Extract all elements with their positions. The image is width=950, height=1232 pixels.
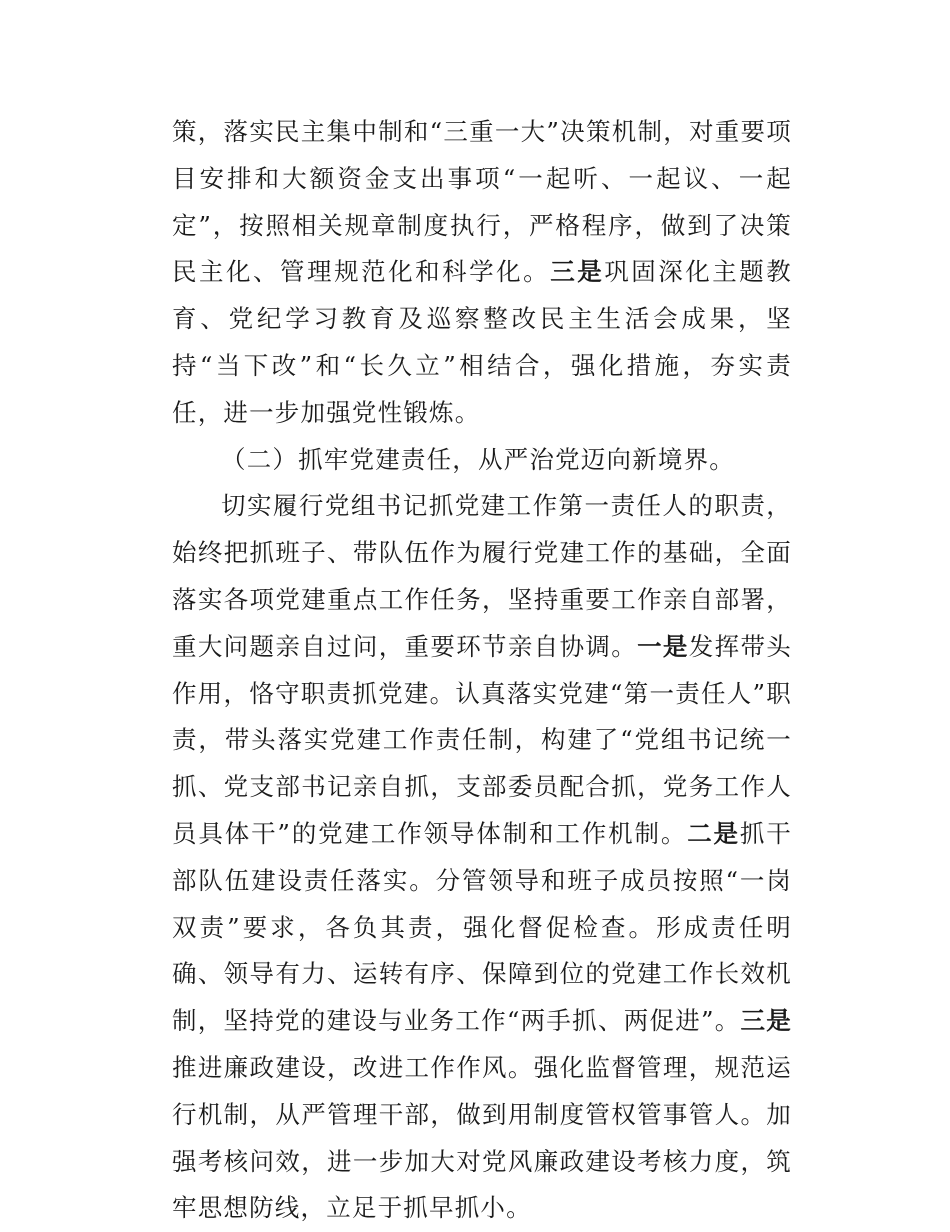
paragraph-text: 发挥带头作用，恪守职责抓党建。认真落实党建“第一责任人”职责，带头落实党建工作责任制，构建了“党组书记统一抓、党支部书记亲自抓，支部委员配合抓，党务工作人员具体干”的党建工作领导体制和工作机制。	[172, 631, 792, 848]
document-body	[172, 109, 792, 1232]
paragraph-continued	[172, 109, 792, 437]
section-heading: （二）抓牢党建责任，从严治党迈向新境界。	[221, 444, 735, 474]
paragraph-text: 策，落实民主集中制和“三重一大”决策机制，对重要项目安排和大额资金支出事项“一起听、一起议、一起定”，按照相关规章制度执行，严格程序，做到了决策民主化、管理规范化和科学化。	[172, 117, 792, 287]
paragraph-text: 切实履行党组书记抓党建工作第一责任人的职责，始终把抓班子、带队伍作为履行党建工作的基础，全面落实各项党建重点工作任务，坚持重要工作亲自部署，重大问题亲自过问，重要环节亲自协调。	[172, 491, 792, 661]
keyword-third: 三是	[550, 257, 605, 287]
paragraph-party-building	[172, 483, 792, 1232]
paragraph-text: 巩固深化主题教育、党纪学习教育及巡察整改民主生活会成果，坚持“当下改”和“长久立”相结合，强化措施，夯实责任，进一步加强党性锻炼。	[172, 257, 792, 427]
keyword-third: 三是	[740, 1006, 792, 1036]
keyword-first: 一是	[637, 631, 689, 661]
keyword-second: 二是	[687, 818, 740, 848]
paragraph-text: 抓干部队伍建设责任落实。分管领导和班子成员按照“一岗双责”要求，各负其责，强化督促检查。形成责任明确、领导有力、运转有序、保障到位的党建工作长效机制，坚持党的建设与业务工作“两手抓、两促进”。	[172, 818, 792, 1036]
paragraph-text: 推进廉政建设，改进工作作风。强化监督管理，规范运行机制，从严管理干部，做到用制度管权管事管人。加强考核问效，进一步加大对党风廉政建设考核力度，筑牢思想防线，立足于抓早抓小。	[172, 1052, 792, 1223]
